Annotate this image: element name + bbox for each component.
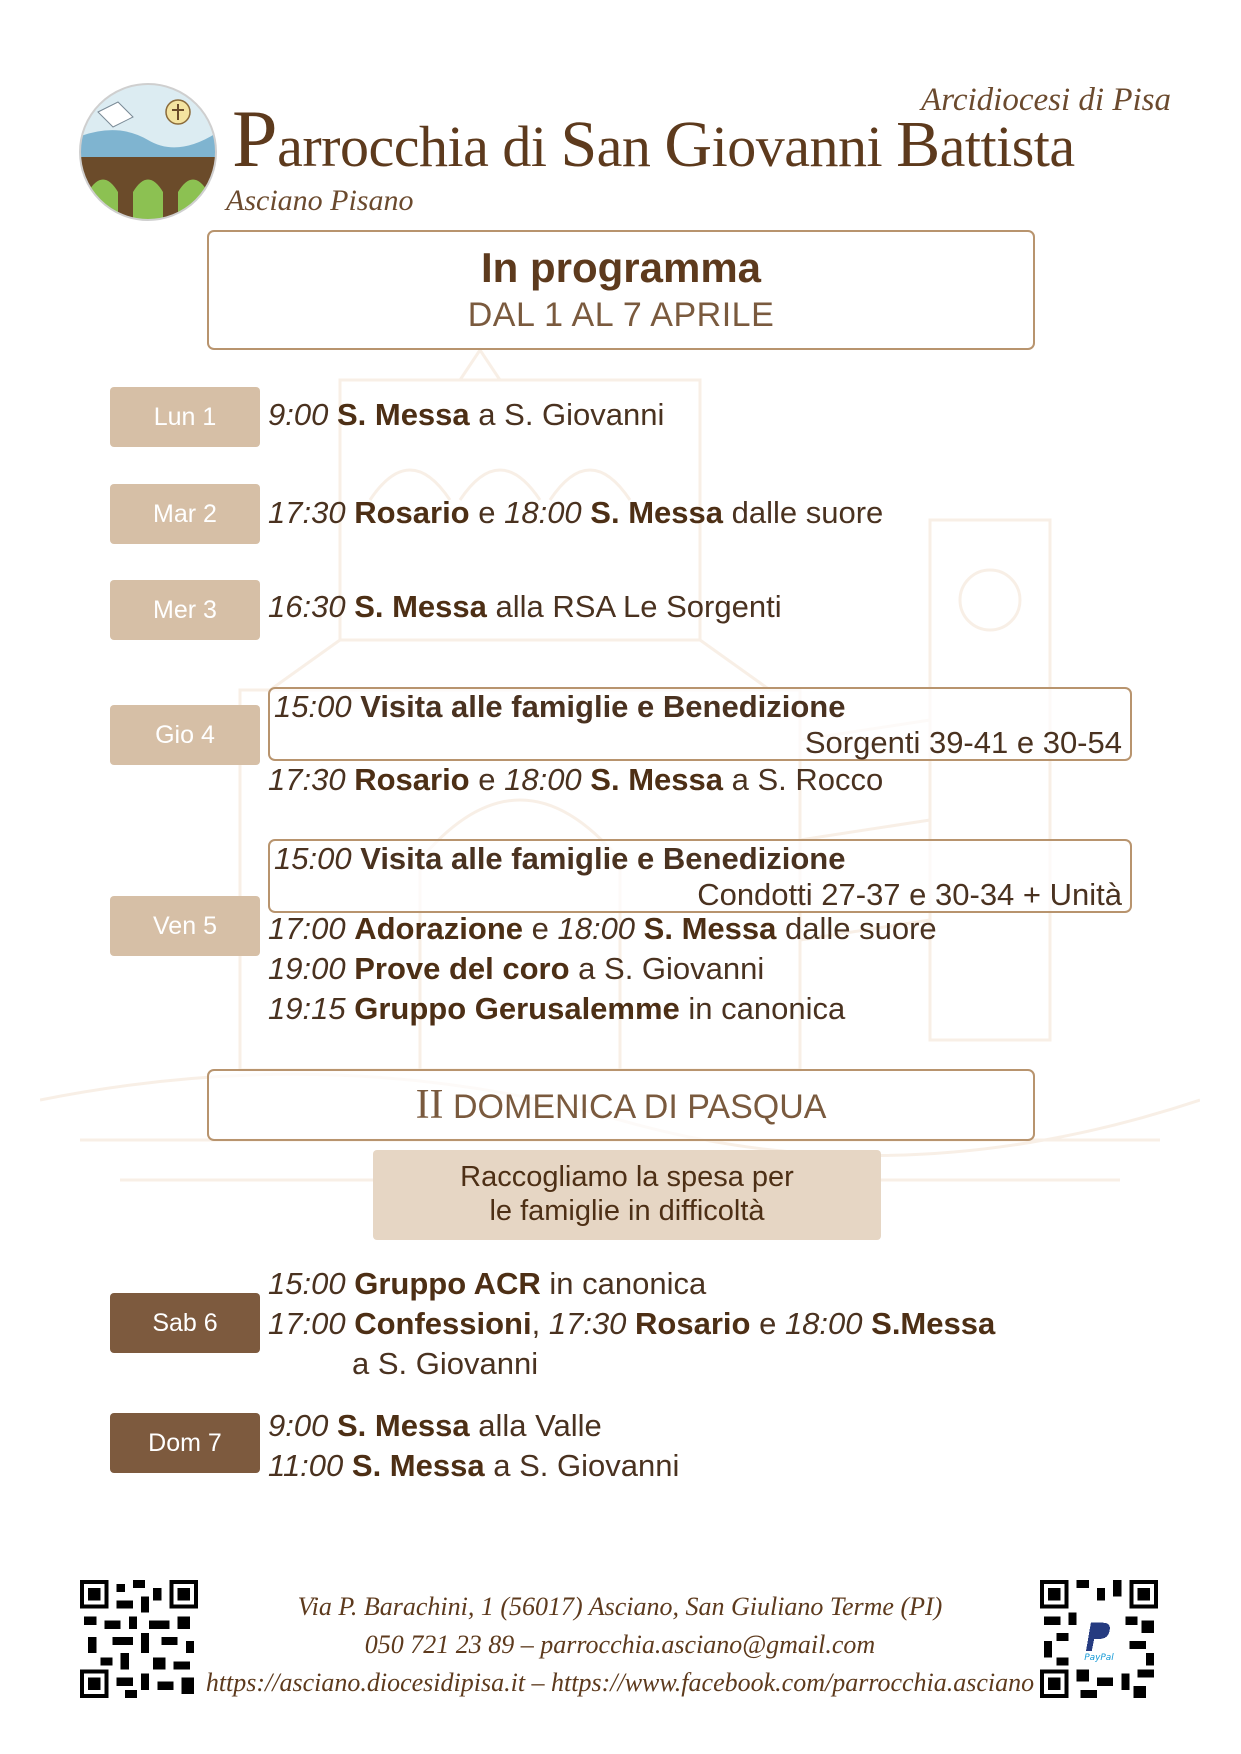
day-tag-mer: Mer 3 (110, 580, 260, 640)
sunday-label: II DOMENICA DI PASQUA (415, 1082, 827, 1128)
day-tag-mar: Mar 2 (110, 484, 260, 544)
svg-text:PayPal: PayPal (1084, 1652, 1114, 1663)
event-ven-2: 17:00 Adorazione e 18:00 S. Messa dalle suore (268, 911, 937, 946)
day-tag-lun: Lun 1 (110, 387, 260, 447)
visit-box-ven (268, 839, 1132, 913)
collection-line-2: le famiglie in difficoltà (489, 1195, 765, 1227)
qr-code-paypal[interactable] (1040, 1580, 1158, 1698)
event-mer-1: 16:30 S. Messa alla RSA Le Sorgenti (268, 589, 782, 624)
parish-title: Parrocchia di San Giovanni Battista (232, 93, 1075, 184)
footer-links[interactable]: https://asciano.diocesidipisa.it – https://www.facebook.com/parrocchia.asciano (205, 1668, 1035, 1697)
visit-gio-title: 15:00 Visita alle famiglie e Benedizione (274, 689, 846, 724)
qr-code-left[interactable] (80, 1580, 198, 1698)
event-mar-1: 17:30 Rosario e 18:00 S. Messa dalle suore (268, 495, 884, 530)
sunday-box (207, 1069, 1035, 1141)
footer-address: Via P. Barachini, 1 (56017) Asciano, San Giuliano Terme (PI) (297, 1592, 943, 1621)
event-sab-2: 17:00 Confessioni, 17:30 Rosario e 18:00 S.Messa (268, 1306, 996, 1341)
parish-logo (78, 82, 218, 222)
visit-ven-title: 15:00 Visita alle famiglie e Benedizione (274, 841, 846, 876)
event-dom-1: 9:00 S. Messa alla Valle (268, 1408, 602, 1443)
parish-subtitle: Asciano Pisano (226, 184, 414, 217)
day-tag-dom: Dom 7 (110, 1413, 260, 1473)
event-lun-1: 9:00 S. Messa a S. Giovanni (268, 397, 665, 432)
program-header-box (207, 230, 1035, 350)
event-sab-3: a S. Giovanni (352, 1346, 539, 1381)
visit-box-gio (268, 687, 1132, 761)
footer-contacts (200, 1588, 1040, 1702)
footer-contacts-line[interactable]: 050 721 23 89 – parrocchia.asciano@gmail.com (364, 1630, 876, 1659)
visit-gio-zone: Sorgenti 39-41 e 30-54 (804, 725, 1122, 760)
collection-line-1: Raccogliamo la spesa per (460, 1161, 794, 1193)
event-sab-1: 15:00 Gruppo ACR in canonica (268, 1266, 707, 1301)
day-tag-gio: Gio 4 (110, 705, 260, 765)
day-tag-ven: Ven 5 (110, 896, 260, 956)
event-ven-3: 19:00 Prove del coro a S. Giovanni (268, 951, 765, 986)
diocese-label: Arcidiocesi di Pisa (921, 82, 1171, 118)
visit-ven-zone: Condotti 27-37 e 30-34 + Unità (697, 877, 1122, 912)
event-gio-2: 17:30 Rosario e 18:00 S. Messa a S. Rocco (268, 762, 884, 797)
event-ven-4: 19:15 Gruppo Gerusalemme in canonica (268, 991, 846, 1026)
program-title: In programma (480, 244, 762, 291)
event-dom-2: 11:00 S. Messa a S. Giovanni (268, 1448, 680, 1483)
collection-notice (373, 1150, 881, 1240)
program-dates: DAL 1 AL 7 APRILE (467, 296, 775, 334)
day-tag-sab: Sab 6 (110, 1293, 260, 1353)
